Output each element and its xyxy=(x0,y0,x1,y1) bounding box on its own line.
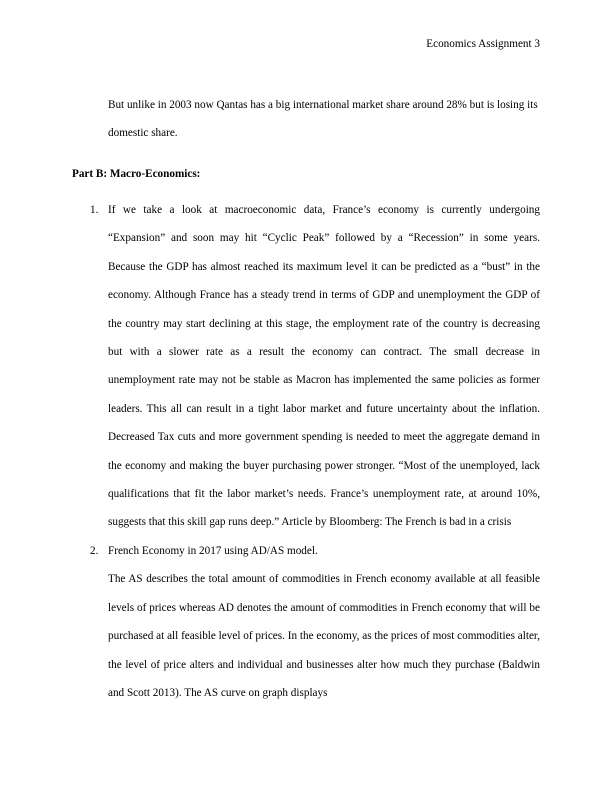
running-head-text: Economics Assignment 3 xyxy=(426,38,540,50)
list-item-number: 1. xyxy=(90,204,99,216)
list-item-2 xyxy=(72,537,540,707)
list-item-number: 2. xyxy=(90,544,99,557)
list-item-title: French Economy in 2017 using AD/AS model. xyxy=(108,544,318,557)
section-heading: Part B: Macro-Economics: xyxy=(72,168,201,180)
list-item-paragraph: The AS describes the total amount of commodities in French economy available at all feasible levels of prices whereas AD denotes the amount of commodities in French economy that will be purchased at all feasible level of prices. In the economy, as the prices of most commodities alter, the level of price alters and individual and businesses alter how much they purchase (Baldwin and Scott 2013). The AS curve on graph displays xyxy=(108,573,540,699)
list-item-1 xyxy=(72,196,540,537)
intro-paragraph: But unlike in 2003 now Qantas has a big international market share around 28% but is losing its domestic share. xyxy=(108,99,538,140)
list-item-paragraph: If we take a look at macroeconomic data, France’s economy is currently undergoing “Expansion” and soon may hit “Cyclic Peak” followed by a “Recession” in some years. Because the GDP has almost reached its maximum level it can be predicted as a “bust” in the economy. Although France has a steady trend in terms of GDP and unemployment the GDP of the country may start declining at this stage, the employment rate of the country is decreasing but with a slower rate as a result the economy can contract. The small decrease in unemployment rate may not be stable as Macron has implemented the same policies as former leaders. This all can result in a tight labor market and future uncertainty about the inflation. Decreased Tax cuts and more government spending is needed to meet the aggregate demand in the economy and making the buyer purchasing power stronger. “Most of the unemployed, lack qualifications that fit the labor market’s needs. France’s unemployment rate, at around 10%, suggests that this skill gap runs deep.” Article by Bloomberg: The French is bad in a crisis xyxy=(108,204,540,529)
numbered-list xyxy=(72,196,540,707)
running-header xyxy=(426,37,540,51)
